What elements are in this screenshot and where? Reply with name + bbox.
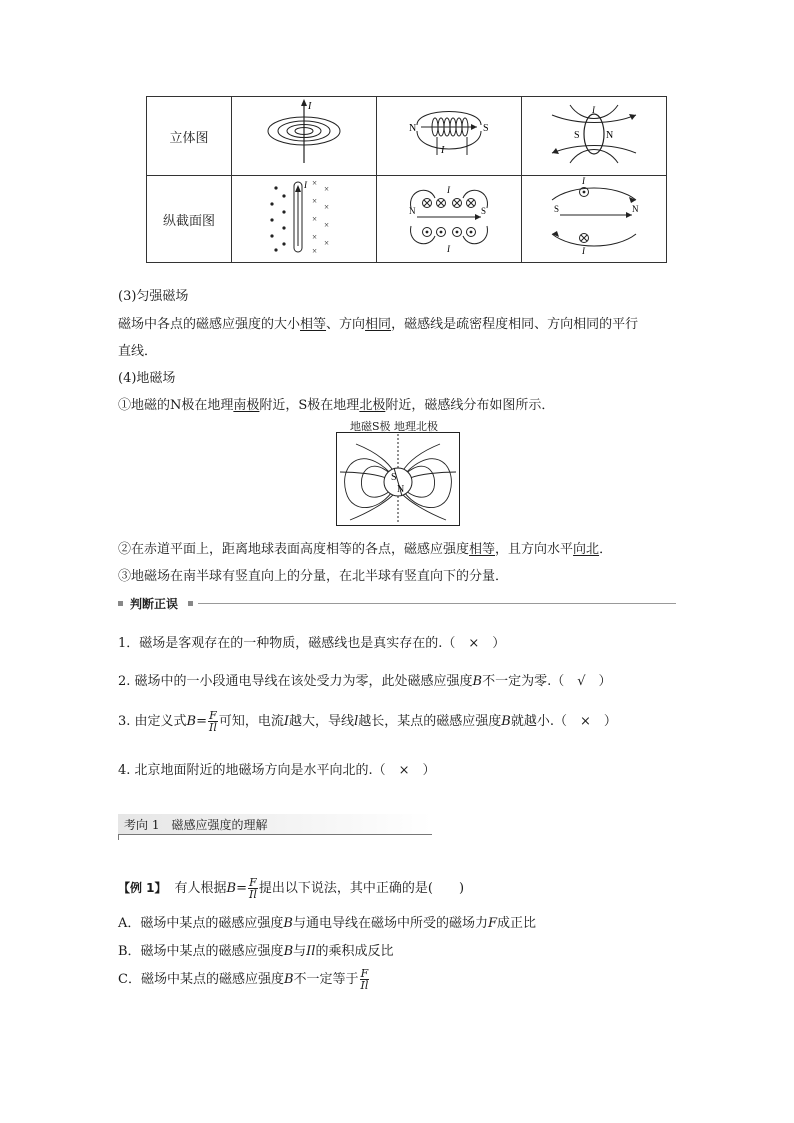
section4-item3: ③地磁场在南半球有竖直向上的分量，在北半球有竖直向下的分量． <box>118 569 509 584</box>
svg-text:×: × <box>324 220 330 230</box>
judge-title: 判断正误 <box>130 597 179 611</box>
section3-heading: (3)匀强磁场 <box>118 289 189 304</box>
current-label: I <box>308 101 312 112</box>
row-label-3d: 立体图 <box>147 97 232 176</box>
n-pole-label: N <box>409 123 417 134</box>
option-a[interactable]: A．磁场中某点的磁感应强度B与通电导线在磁场中所受的磁场力F成正比 <box>118 916 537 931</box>
section4-heading: (4)地磁场 <box>118 371 176 386</box>
svg-text:×: × <box>312 196 318 206</box>
fraction-F-over-Il: $\frac{F}{Il}$ <box>209 709 217 734</box>
svg-text:I: I <box>441 145 445 156</box>
svg-text:×: × <box>312 178 318 188</box>
option-b[interactable]: B．磁场中某点的磁感应强度B与Il的乘积成反比 <box>118 944 394 959</box>
section4-item2: ②在赤道平面上，距离地球表面高度相等的各点，磁感应强度相等，且方向水平向北． <box>118 542 613 557</box>
svg-text:I: I <box>582 246 585 256</box>
magnetic-field-figure-table <box>146 96 667 263</box>
svg-text:N: N <box>606 130 614 141</box>
svg-text:N: N <box>632 204 639 214</box>
section3-line2: 直线． <box>118 344 158 359</box>
svg-text:S: S <box>554 204 560 214</box>
earth-magnetic-field-figure <box>336 432 460 530</box>
earth-s-label: S <box>391 472 397 483</box>
kaoxiang-bar <box>118 814 432 840</box>
svg-text:I: I <box>304 180 307 190</box>
row-label-section: 纵截面图 <box>147 176 232 263</box>
section4-item1: ①地磁的N极在地理南极附近，S极在地理北极附近，磁感线分布如图所示． <box>118 398 555 413</box>
svg-text:×: × <box>324 202 330 212</box>
option-c[interactable]: C．磁场中某点的磁感应强度B不一定等于 $\frac{F}{Il}$ <box>118 967 369 992</box>
svg-text:N: N <box>409 206 416 216</box>
svg-text:×: × <box>324 184 330 194</box>
judge-q3: 3. 由定义式B= $\frac{F}{Il}$ 可知，电流I越大，导线l越长，某点的磁感应强度B就越小.（ × ） <box>118 709 617 734</box>
earth-n-label: N <box>397 484 405 495</box>
example-stem: 【例 1】 有人根据B= $\frac{F}{Il}$ 提出以下说法，其中正确的是( ) <box>118 876 465 901</box>
solenoid-3d-figure <box>377 97 522 176</box>
svg-text:I: I <box>582 176 585 186</box>
svg-text:×: × <box>312 214 318 224</box>
judge-header <box>118 596 678 612</box>
judge-q1: 1．磁场是客观存在的一种物质，磁感线也是真实存在的.（ × ） <box>118 636 506 651</box>
svg-text:I: I <box>447 244 450 254</box>
svg-text:×: × <box>324 238 330 248</box>
s-pole-label: S <box>483 123 489 134</box>
solenoid-section-figure <box>377 176 522 263</box>
bullet-left-icon <box>118 601 123 606</box>
section3-line1: 磁场中各点的磁感应强度的大小相等、方向相同，磁感线是疏密程度相同、方向相同的平行 <box>118 317 639 332</box>
straight-wire-3d-figure <box>232 97 377 176</box>
svg-text:×: × <box>312 246 318 256</box>
judge-q2: 2. 磁场中的一小段通电导线在该处受力为零，此处磁感应强度B不一定为零.（ √ ） <box>118 674 612 689</box>
judge-divider <box>198 603 676 604</box>
loop-3d-figure <box>522 97 667 176</box>
svg-text:S: S <box>574 130 580 141</box>
earth-figure-caption: 地磁S极 地理北极 <box>350 420 439 433</box>
svg-text:I: I <box>592 105 595 115</box>
loop-section-figure <box>522 176 667 263</box>
straight-wire-section-figure <box>232 176 377 263</box>
svg-text:I: I <box>447 185 450 195</box>
kaoxiang-label: 考向 1 磁感应强度的理解 <box>124 818 268 832</box>
svg-text:×: × <box>312 232 318 242</box>
svg-text:S: S <box>481 206 487 216</box>
bullet-right-icon <box>188 601 193 606</box>
judge-q4: 4. 北京地面附近的地磁场方向是水平向北的.（ × ） <box>118 763 436 778</box>
